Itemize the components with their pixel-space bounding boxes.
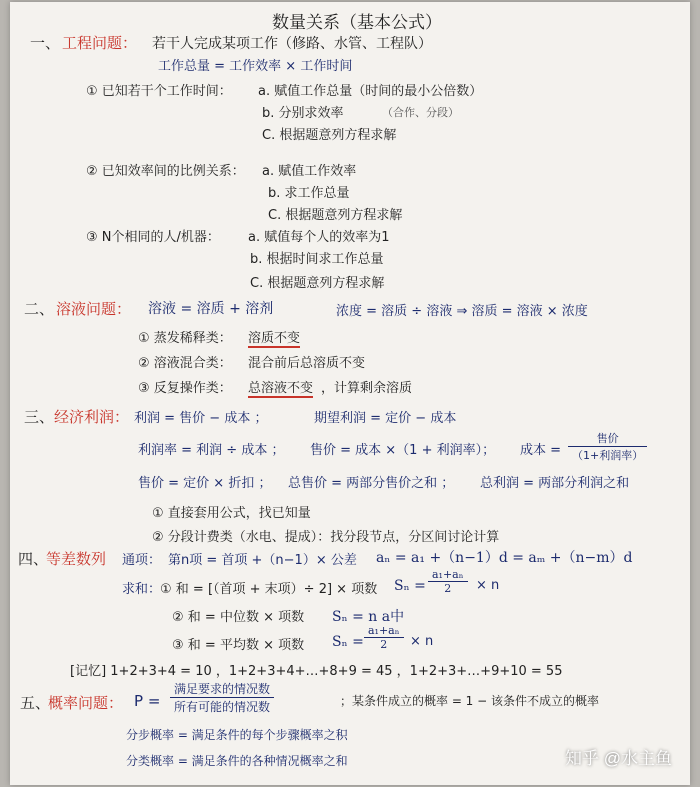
solution-type-2-label: ② 溶液混合类： [138, 356, 232, 371]
fraction-denominator: 所有可能的情况数 [174, 700, 271, 714]
probability-p: P = [134, 692, 161, 710]
case-1-step-b-note: （合作、分段） [382, 106, 459, 119]
sum-formula-1-fraction [428, 568, 468, 595]
fraction-denominator: 2 [380, 638, 388, 651]
case-2-step-c: C. 根据题意列方程求解 [268, 208, 403, 223]
sum-method-2: ② 和 = 中位数 × 项数 [172, 610, 305, 625]
fraction-denominator: （1+利润率） [572, 449, 644, 462]
section-3-heading: 经济利润： [54, 408, 130, 426]
fraction-denominator: 2 [444, 582, 452, 595]
section-4-number: 四、 [18, 550, 49, 568]
notebook-page [10, 2, 690, 785]
solution-type-3-text-2: ，计算剩余溶质 [321, 381, 413, 396]
profit-formula-8: 总利润 = 两部分利润之和 [480, 476, 630, 491]
profit-formula-1: 利润 = 售价 − 成本 ； [134, 411, 268, 426]
section-1-number: 一、 [30, 34, 61, 52]
section-1-heading: 工程问题： [62, 34, 138, 52]
sum-method-1: ① 和 = [（首项 + 末项）÷ 2] × 项数 [160, 582, 378, 597]
solution-type-2-text: 混合前后总溶质不变 [248, 356, 366, 371]
fraction-numerator: a₁+aₙ [364, 624, 404, 638]
sum-method-3: ③ 和 = 平均数 × 项数 [172, 638, 305, 653]
general-term-formula: aₙ = a₁ +（n−1）d = aₘ +（n−m）d [376, 550, 633, 566]
case-3-label: ③ N个相同的人/机器： [86, 230, 220, 245]
memory-note: [记忆] 1+2+3+4 = 10 ，1+2+3+4+…+8+9 = 45 ，1+2+3+…+9+10 = 55 [70, 664, 563, 679]
sum-label: 求和： [122, 582, 162, 597]
general-term-text: 第n项 = 首项 +（n−1）× 公差 [168, 553, 357, 568]
sum-formula-2: Sₙ = n a中 [332, 609, 405, 625]
watermark-text: 知乎 @水主鱼 [565, 749, 672, 768]
case-2-step-b: b. 求工作总量 [268, 186, 350, 201]
case-3-step-c: C. 根据题意列方程求解 [250, 276, 385, 291]
complement-rule: ；某条件成立的概率 = 1 − 该条件不成立的概率 [340, 694, 600, 708]
fraction-numerator: 满足要求的情况数 [170, 680, 274, 698]
sum-formula-3-rhs: × n [410, 634, 434, 649]
section-3-number: 三、 [24, 408, 55, 426]
case-3-step-a: a. 赋值每个人的效率为1 [248, 230, 390, 245]
case-1-step-c: C. 根据题意列方程求解 [262, 128, 397, 143]
case-1-step-a: a. 赋值工作总量（时间的最小公倍数） [258, 84, 483, 99]
solution-type-1-text: 溶质不变 [248, 327, 300, 348]
section-5-number: 五、 [20, 694, 51, 712]
sum-formula-3-lhs: Sₙ = [332, 634, 364, 650]
step-probability-rule: 分步概率 = 满足条件的每个步骤概率之积 [126, 728, 348, 742]
work-formula: 工作总量 = 工作效率 × 工作时间 [158, 59, 353, 74]
section-2-heading: 溶液问题： [56, 300, 132, 318]
section-4-heading: 等差数列 [46, 550, 107, 568]
case-2-label: ② 已知效率间的比例关系： [86, 164, 245, 179]
case-3-step-b: b. 根据时间求工作总量 [250, 252, 384, 267]
sum-formula-3-fraction [364, 624, 404, 651]
profit-formula-6: 售价 = 定价 × 折扣 ； [138, 476, 272, 491]
section-2-number: 二、 [24, 300, 55, 318]
solution-formula-1: 溶液 = 溶质 + 溶剂 [148, 301, 274, 317]
profit-formula-4: 售价 = 成本 ×（1 + 利润率）； [310, 443, 496, 458]
case-1-step-b: b. 分别求效率 [262, 106, 344, 121]
fraction-numerator: a₁+aₙ [428, 568, 468, 582]
profit-formula-7: 总售价 = 两部分售价之和 ； [288, 476, 455, 491]
case-1-label: ① 已知若干个工作时间： [86, 84, 232, 99]
fraction-numerator: 售价 [568, 430, 647, 447]
profit-formula-5-lhs: 成本 = [520, 443, 562, 458]
profit-formula-5-fraction [568, 430, 647, 463]
section-5-heading: 概率问题： [48, 694, 124, 712]
sum-formula-1-rhs: × n [476, 578, 500, 593]
page-title: 数量关系（基本公式） [272, 13, 442, 33]
general-term-label: 通项： [122, 553, 162, 568]
case-2-step-a: a. 赋值工作效率 [262, 164, 357, 179]
sum-formula-1-lhs: Sₙ = [394, 578, 426, 594]
profit-method-2: ② 分段计费类（水电、提成）：找分段节点，分区间讨论计算 [152, 530, 500, 545]
solution-formula-2: 浓度 = 溶质 ÷ 溶液 ⇒ 溶质 = 溶液 × 浓度 [336, 304, 588, 319]
section-1-intro: 若干人完成某项工作（修路、水管、工程队） [152, 36, 432, 52]
profit-method-1: ① 直接套用公式，找已知量 [152, 506, 311, 521]
solution-type-3-text-1: 总溶液不变 [248, 377, 313, 398]
solution-type-3-label: ③ 反复操作类： [138, 381, 232, 396]
profit-formula-2: 期望利润 = 定价 − 成本 [314, 411, 457, 426]
class-probability-rule: 分类概率 = 满足条件的各种情况概率之和 [126, 754, 348, 768]
probability-fraction [170, 680, 274, 715]
solution-type-1-label: ① 蒸发稀释类： [138, 331, 232, 346]
profit-formula-3: 利润率 = 利润 ÷ 成本 ； [138, 443, 285, 458]
